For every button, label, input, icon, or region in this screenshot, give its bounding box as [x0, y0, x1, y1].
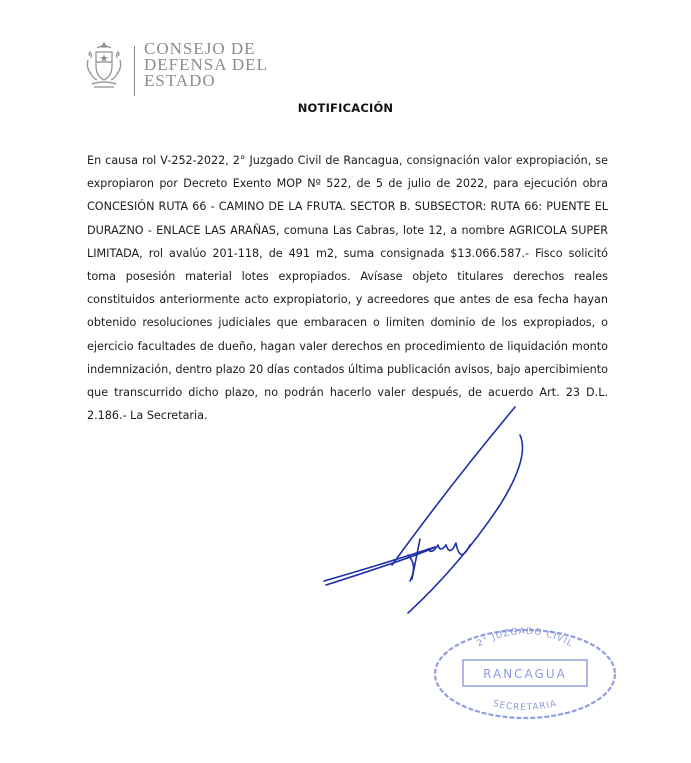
court-seal-stamp — [425, 610, 625, 720]
letterhead-divider — [134, 46, 135, 96]
letterhead-line-1: CONSEJO DE — [144, 39, 256, 58]
letterhead — [82, 40, 282, 100]
letterhead-text — [144, 41, 268, 89]
notification-body: En causa rol V-252-2022, 2° Juzgado Civil de Rancagua, consignación valor expropiación, se expropiaron por Decreto Exento MOP Nº 522, de 5 de julio de 2022, para ejecución obra CONCESIÓN RUTA 66 - CAMINO DE LA FRUTA. SECTOR B. SUBSECTOR: RUTA 66: PUENTE EL DURAZNO - ENLACE LAS ARAÑAS, comuna Las Cabras, lote 12, a nombre AGRICOLA SUPER LIMITADA, rol avalúo 201-118, de 491 m2, suma consignada $13.066.587.- Fisco solicitó toma posesión material lotes expropiados. Avísase objeto titulares derechos reales constituidos anteriormente acto expropiatorio, y acreedores que antes de esa fecha hayan obtenido resoluciones judiciales que embaracen o limiten dominio de los expropiados, o ejercicio facultades de dueño, hagan valer derechos en procedimiento de liquidación monto indemnización, dentro plazo 20 días contados última publicación avisos, bajo apercibimiento que transcurrido dicho plazo, no podrán hacerlo valer después, de acuerdo Art. 23 D.L. 2.186.- La Secretaria. — [87, 154, 608, 423]
stamp-top-text: 2° JUZGADO CIVIL — [475, 626, 575, 650]
letterhead-line-3: ESTADO — [144, 71, 216, 90]
stamp-bottom-text: SECRETARIA — [491, 698, 559, 714]
stamp-center-text: RANCAGUA — [483, 667, 567, 681]
document-title: NOTIFICACIÓN — [297, 101, 394, 115]
signature-icon — [300, 395, 560, 635]
letterhead-line-2: DEFENSA DEL — [144, 55, 268, 74]
coat-of-arms-icon — [82, 40, 126, 90]
